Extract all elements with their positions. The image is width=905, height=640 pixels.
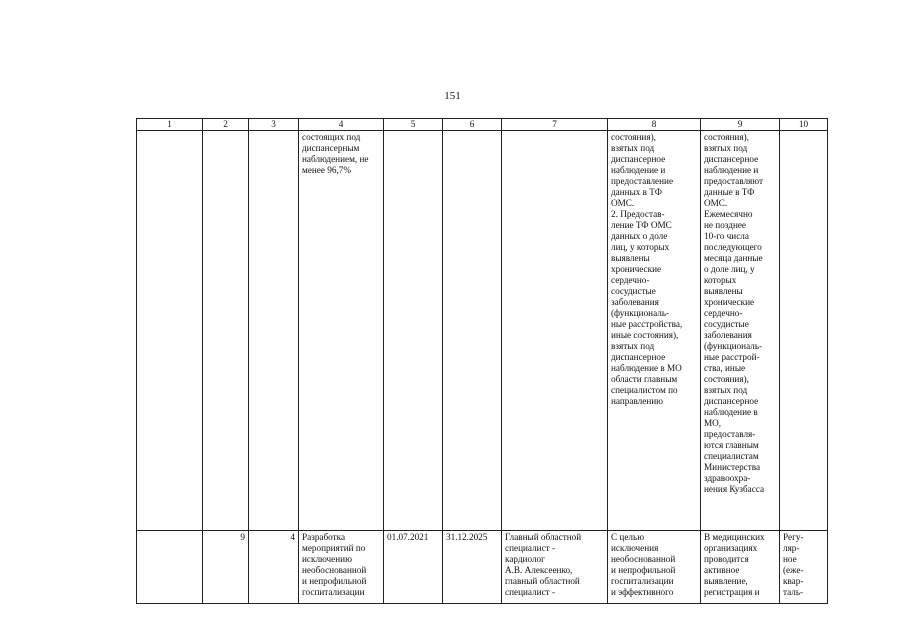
column-header: 6 — [443, 119, 502, 131]
table-cell — [137, 131, 203, 531]
column-header: 10 — [780, 119, 828, 131]
indicator-cell: Разработка мероприятий по исключению необоснованной и непрофильной госпитализации — [299, 531, 384, 604]
column-header: 9 — [701, 119, 780, 131]
table-cell — [249, 131, 299, 531]
item-number-cell: 9 — [203, 531, 249, 604]
result-cell: В медицинских организациях проводится активное выявление, регистрация и — [701, 531, 780, 604]
end-date-cell: 31.12.2025 — [443, 531, 502, 604]
frequency-cell — [780, 131, 828, 531]
table-cell — [203, 131, 249, 531]
responsible-cell — [502, 131, 608, 531]
column-header: 4 — [299, 119, 384, 131]
description-cell: состояния), взятых под диспансерное наблюдение и предоставление данных в ТФ ОМС. 2. Предостав- ление ТФ ОМС данных о доле лиц, у которых выявлены хронические сердечно- сосудистые заболевания (функциональ- ные расстройства, иные состояния), взятых под диспансерное наблюдение в МО области главным специалистом по направлению — [608, 131, 701, 531]
end-date-cell — [443, 131, 502, 531]
indicator-cell: состоящих под диспансерным наблюдением, не менее 96,7% — [299, 131, 384, 531]
column-header: 7 — [502, 119, 608, 131]
frequency-cell: Регу- ляр- ное (еже- квар- таль- — [780, 531, 828, 604]
table-cell — [137, 531, 203, 604]
result-cell: состояния), взятых под диспансерное наблюдение и предоставляют данные в ТФ ОМС. Ежемесячно не позднее 10-го числа последующего месяца данные о доле лиц, у которых выявлены хронические сердечно- сосудистые заболевания (функциональ- ные расстрой- ства, иные состояния), взятых под диспансерное наблюдение в МО, предоставля- ются главным специалистам Министерства здравоохра- нения Кузбасса — [701, 131, 780, 531]
column-header: 5 — [384, 119, 443, 131]
page-number: 151 — [444, 90, 461, 102]
subitem-number-cell: 4 — [249, 531, 299, 604]
column-header: 8 — [608, 119, 701, 131]
table-row — [137, 131, 828, 531]
start-date-cell: 01.07.2021 — [384, 531, 443, 604]
start-date-cell — [384, 131, 443, 531]
responsible-cell: Главный областной специалист - кардиолог А.В. Алексеенко, главный областной специалист - — [502, 531, 608, 604]
column-header: 1 — [137, 119, 203, 131]
column-number-row — [137, 119, 828, 131]
document-table — [136, 118, 828, 604]
column-header: 2 — [203, 119, 249, 131]
column-header: 3 — [249, 119, 299, 131]
description-cell: С целью исключения необоснованной и непрофильной госпитализации и эффективного — [608, 531, 701, 604]
table-row — [137, 531, 828, 604]
